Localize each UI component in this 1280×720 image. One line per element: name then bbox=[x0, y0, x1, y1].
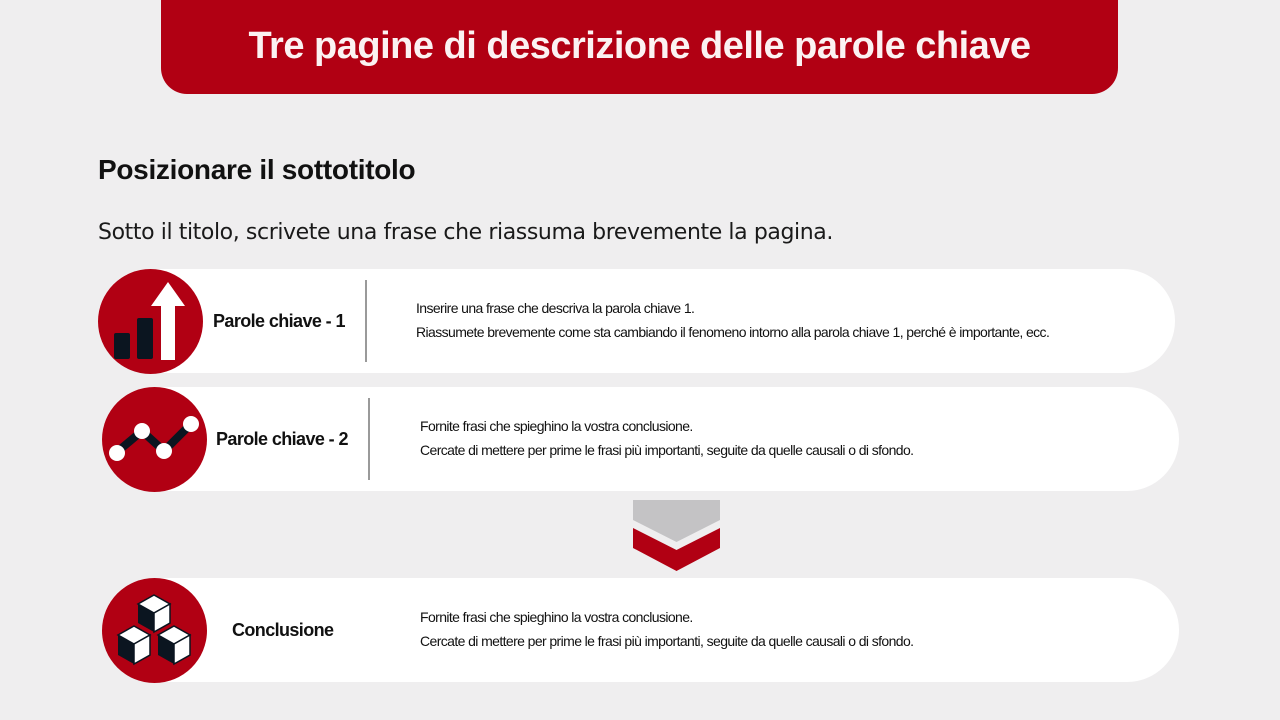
title-banner bbox=[161, 0, 1118, 94]
conclusion-card bbox=[102, 578, 1179, 682]
description-line: Inserire una frase che descriva la parola chiave 1. bbox=[416, 300, 695, 316]
chevron-down-icon bbox=[633, 500, 720, 572]
section-summary: Sotto il titolo, scrivete una frase che riassuma brevemente la pagina. bbox=[98, 220, 833, 245]
conclusion-label: Conclusione bbox=[232, 619, 334, 640]
keyword-card-2 bbox=[102, 387, 1179, 491]
page-title: Tre pagine di descrizione delle parole chiave bbox=[248, 24, 1031, 67]
keyword-description bbox=[416, 296, 1049, 344]
keyword-card-1 bbox=[98, 269, 1175, 373]
keyword-label: Parole chiave - 1 bbox=[213, 310, 345, 331]
section-subtitle: Posizionare il sottotitolo bbox=[98, 154, 416, 185]
conclusion-description bbox=[420, 605, 913, 653]
stacked-cubes-icon bbox=[102, 578, 207, 683]
description-line: Fornite frasi che spieghino la vostra conclusione. bbox=[420, 418, 693, 434]
divider bbox=[365, 280, 367, 362]
line-graph-dots-icon bbox=[102, 387, 207, 492]
bar-chart-up-arrow-icon bbox=[98, 269, 203, 374]
divider bbox=[368, 398, 370, 480]
description-line: Fornite frasi che spieghino la vostra conclusione. bbox=[420, 609, 693, 625]
keyword-label: Parole chiave - 2 bbox=[216, 428, 348, 449]
description-line: Riassumete brevemente come sta cambiando il fenomeno intorno alla parola chiave 1, perché è importante, ecc. bbox=[416, 324, 1050, 340]
description-line: Cercate di mettere per prime le frasi più importanti, seguite da quelle causali o di sfondo. bbox=[420, 633, 914, 649]
keyword-description bbox=[420, 414, 913, 462]
description-line: Cercate di mettere per prime le frasi più importanti, seguite da quelle causali o di sfondo. bbox=[420, 442, 914, 458]
